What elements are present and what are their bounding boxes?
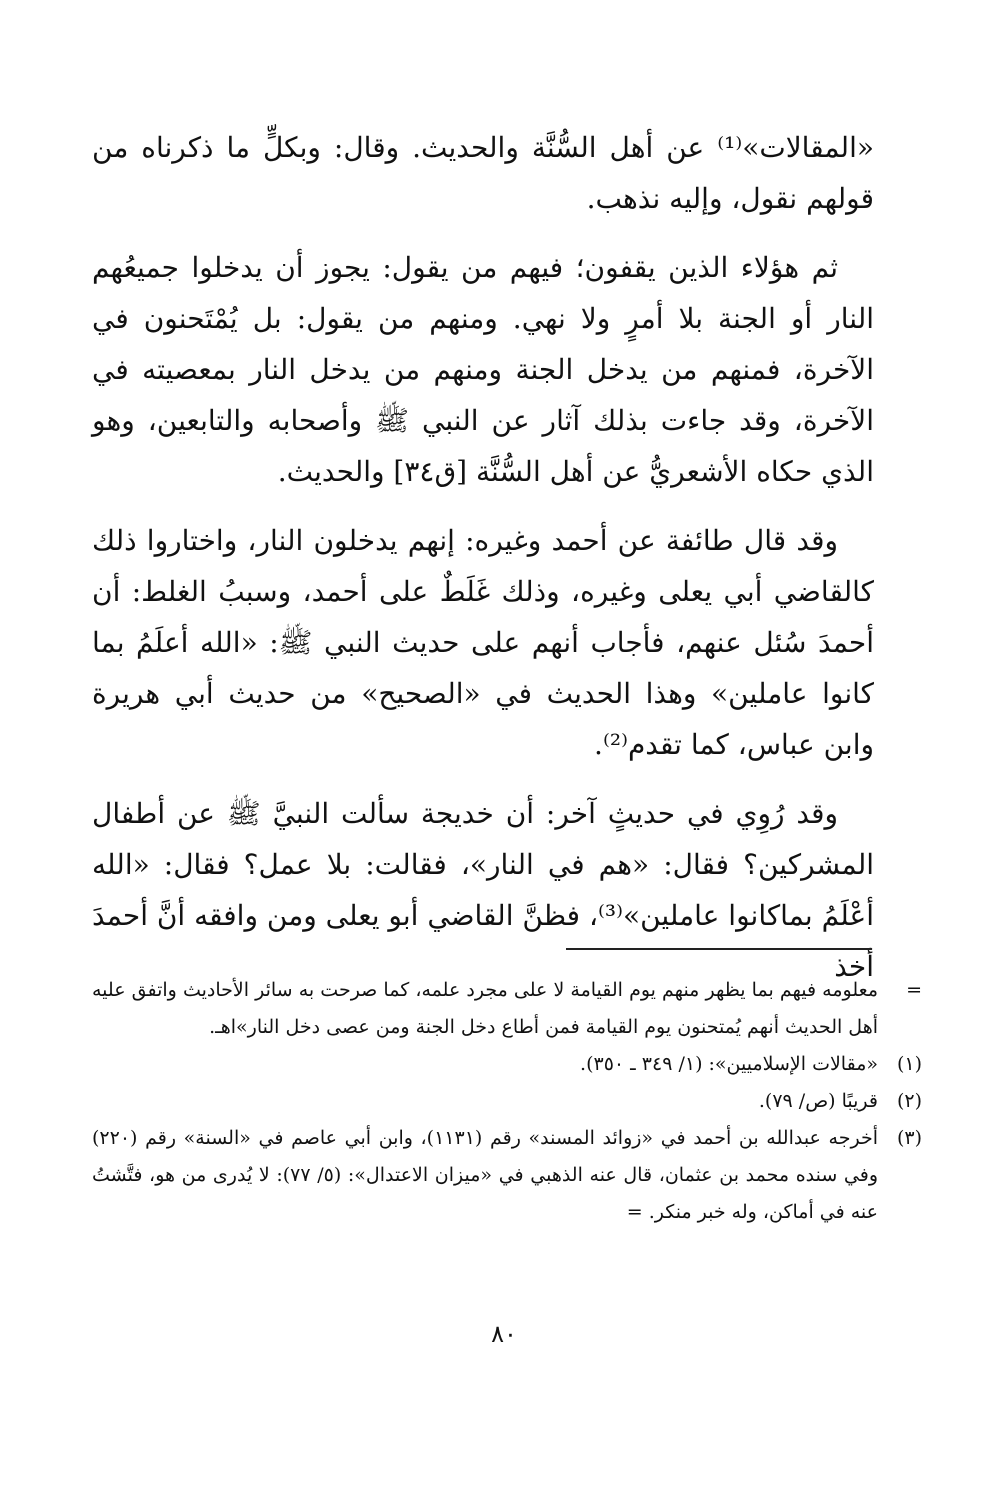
page-number: ٨٠ bbox=[491, 1320, 517, 1348]
footnote-continuation bbox=[92, 972, 922, 1046]
footnote-text: «مقالات الإسلاميين»: (١/ ٣٤٩ ـ ٣٥٠). bbox=[580, 1053, 878, 1075]
paragraph: وقد رُوِي في حديثٍ آخر: أن خديجة سألت النبيَّ ﷺ عن أطفال المشركين؟ فقال: «هم في النار»، فقالت: بلا عمل؟ فقال: «الله أعْلَمُ بماكانوا عاملين»⁽³⁾، فظنَّ القاضي أبو يعلى ومن وافقه أنَّ أحمدَ أخذ bbox=[92, 797, 874, 983]
footnote-divider bbox=[566, 948, 872, 950]
footnote-item bbox=[92, 1046, 922, 1083]
footnote-item bbox=[92, 1083, 922, 1120]
main-text bbox=[92, 122, 874, 1010]
footnote-mark: = bbox=[906, 979, 922, 1001]
footnote-text: قريبًا (ص/ ٧٩). bbox=[758, 1090, 878, 1112]
footnote-mark: (٣) bbox=[896, 1127, 922, 1149]
footnote-mark: (١) bbox=[896, 1053, 922, 1075]
footnote-item bbox=[92, 1120, 922, 1231]
footnote-text: أخرجه عبدالله بن أحمد في «زوائد المسند» رقم (١١٣١)، وابن أبي عاصم في «السنة» رقم (٢٢٠) وفي سنده محمد بن عثمان، قال عنه الذهبي في «ميزان الاعتدال»: (٥/ ٧٧): لا يُدرى من هو، فتَّشتُ عنه في أماكن، وله خبر منكر. = bbox=[92, 1127, 879, 1223]
footnote-mark: (٢) bbox=[896, 1090, 922, 1112]
footnotes bbox=[92, 972, 922, 1231]
paragraph: وقد قال طائفة عن أحمد وغيره: إنهم يدخلون النار، واختاروا ذلك كالقاضي أبي يعلى وغيره، وذلك غَلَطٌ على أحمد، وسببُ الغلط: أن أحمدَ سُئل عنهم، فأجاب أنهم على حديث النبي ﷺ: «الله أعلَمُ بما كانوا عاملين» وهذا الحديث في «الصحيح» من حديث أبي هريرة وابن عباس، كما تقدم⁽²⁾. bbox=[92, 524, 874, 761]
footnote-text: معلومه فيهم بما يظهر منهم يوم القيامة لا على مجرد علمه، كما صرحت به سائر الأحاديث واتفق عليه أهل الحديث أنهم يُمتحنون يوم القيامة فمن أطاع دخل الجنة ومن عصى دخل النار»اهـ. bbox=[92, 979, 878, 1038]
paragraph: «المقالات»⁽¹⁾ عن أهل السُّنَّة والحديث. وقال: وبكلٍّ ما ذكرناه من قولهم نقول، وإليه نذهب. bbox=[92, 131, 874, 215]
paragraph: ثم هؤلاء الذين يقفون؛ فيهم من يقول: يجوز أن يدخلوا جميعُهم النار أو الجنة بلا أمرٍ ولا نهي. ومنهم من يقول: بل يُمْتَحنون في الآخرة، فمنهم من يدخل الجنة ومنهم من يدخل النار بمعصيته في الآخرة، وقد جاءت بذلك آثار عن النبي ﷺ وأصحابه والتابعين، وهو الذي حكاه الأشعريُّ عن أهل السُّنَّة [ق٣٤] والحديث. bbox=[92, 251, 874, 488]
